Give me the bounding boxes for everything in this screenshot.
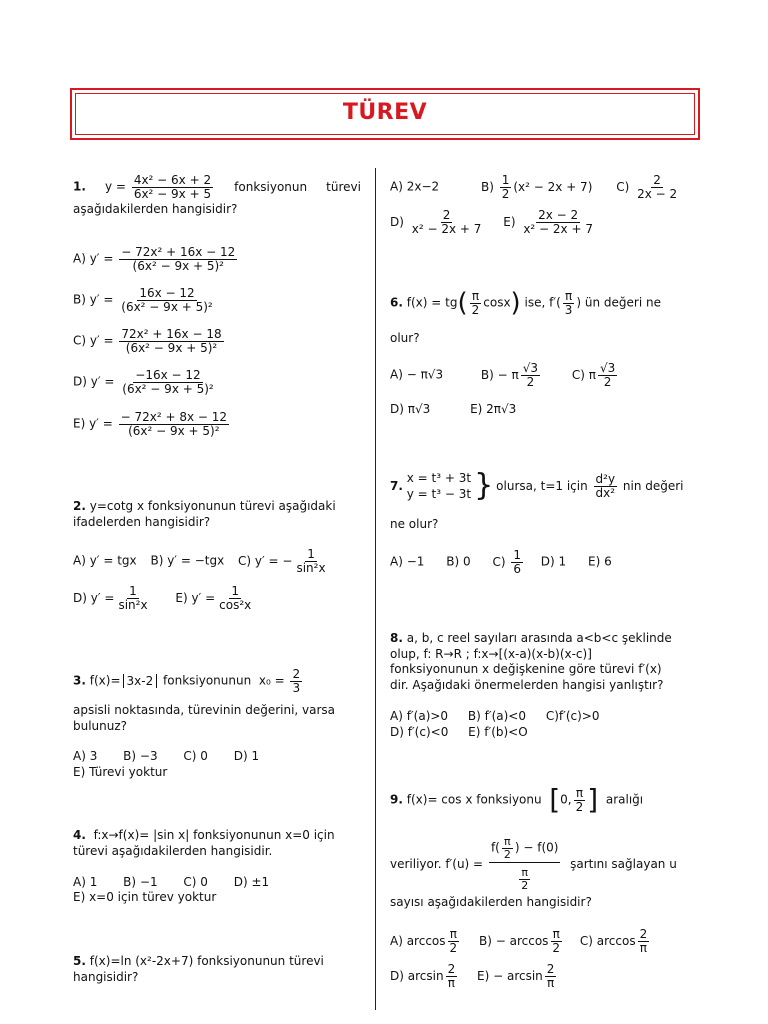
answer-option-a: A) f′(a)>0: [390, 709, 449, 723]
question-7: 7. x = t³ + 3t y = t³ − 3t } olursa, t=1 için $\frac{\text{d²y}}{\text{dx²}}$ nin değeri: [390, 468, 684, 504]
question-2: 2. y=cotg x fonksiyonunun türevi aşağıdaki ifadelerden hangisidir?: [73, 499, 336, 529]
answer-row-q6-2: [390, 402, 516, 416]
answer-option-e: E) Türevi yoktur: [73, 765, 168, 779]
answer-option-d: D) 1: [540, 554, 567, 569]
equation-y: y = t³ − 3t: [406, 487, 472, 502]
answer-option-c: C) y′ = $\frac{\text{72x² + 16x − 18}}{\text{(6x² − 9x + 5)²}}$: [73, 327, 222, 355]
answer-row-q8-2: [390, 725, 528, 739]
answer-option-a: A) −1: [390, 554, 425, 569]
answer-option-b: B) −1: [123, 875, 158, 889]
answer-option-e: E) y′ = $\frac{\text{− 72x² + 8x − 12}}{\text{(6x² − 9x + 5)²}}$: [73, 410, 228, 438]
answer-option-e: E) $\frac{2x - 2}{\text{x² − 2x + 7}}$: [503, 208, 593, 236]
question-text: apsisli noktasında, türevinin değerini, varsa bulunuz?: [73, 703, 336, 733]
answer-option-b: B) y′ = $\frac{16x - 12}{\text{(6x² − 9x + 5)²}}$: [73, 286, 213, 314]
answer-option-d: D) y′ = $\frac{-16x - 12}{\text{(6x² − 9x + 5)²}}$: [73, 368, 214, 396]
question-text: olur?: [390, 331, 420, 345]
answer-row-q2-2: [73, 585, 255, 611]
equation-x: x = t³ + 3t: [406, 471, 472, 485]
column-divider: [375, 168, 376, 1010]
answer-option-e: E) f′(b)<O: [468, 725, 528, 739]
question-6: 6. f(x) = tg( $\frac{\pi}{2}$ cosx) ise, f′( $\frac{\pi}{3}$ ) ün değeri ne: [390, 288, 661, 319]
page-title: TÜREV: [342, 100, 428, 125]
answer-option-a: A) 2x−2: [390, 179, 440, 194]
answer-row-q6-1: [390, 362, 619, 388]
answer-option-c: C) arccos $\frac{2}{\pi}$: [579, 927, 648, 955]
answer-option-e: E) 6: [588, 554, 612, 569]
answer-option-a: A) y′ = $\frac{\text{− 72x² + 16x − 12}}{\text{(6x² − 9x + 5)²}}$: [73, 245, 236, 273]
question-8: 8. a, b, c reel sayıları arasında a<b<c şeklinde olup, f: R→R ; f:x→[(x-a)(x-b)(x-c)] fonksiyonunun x değişkenine göre türevi f′(x) dir. Aşağıdaki önermelerden hangisi yanlıştır?: [390, 631, 672, 692]
question-3: 3. f(x)= 3x-2 fonksiyonunun x₀ = $\frac{2}{3}$: [73, 667, 301, 695]
question-text: sayısı aşağıdakilerden hangisidir?: [390, 895, 592, 909]
answer-row-q7: [390, 549, 612, 575]
answer-option-b: B) $\frac{1}{2}$ (x² − 2x + 7): [480, 173, 593, 201]
answer-option-b: B) −3: [123, 749, 158, 763]
answer-option-c: C)f′(c)>0: [545, 709, 600, 723]
answer-option-d: D) y′ = $\frac{1}{\text{sin²x}}$: [73, 584, 148, 612]
answer-option-e: E) x=0 için türev yoktur: [73, 890, 217, 904]
answer-option-a: A) − π√3: [390, 367, 444, 382]
answer-row-q5-1: [390, 174, 681, 200]
answer-option-c: C) 0: [183, 875, 208, 889]
answer-option-b: B) 0: [446, 554, 471, 569]
fraction: $\frac{\text{4x² − 6x + 2}}{\text{6x² − 9x + 5}}$: [133, 173, 212, 201]
answer-option-c: C) y′ = − $\frac{1}{\text{sin²x}}$: [238, 547, 326, 575]
answer-option-c: C) $\frac{2}{2x - 2}$: [616, 173, 678, 201]
answer-row-q9-2: [390, 963, 558, 989]
answer-option-a: A) arccos $\frac{\pi}{2}$: [390, 927, 458, 955]
answer-option-d: D) arcsin $\frac{2}{\pi}$: [390, 962, 456, 990]
answer-option-b: B) − arccos $\frac{\pi}{2}$: [479, 927, 561, 955]
answer-option-b: B) − π $\frac{√3}{2}$: [480, 361, 539, 389]
answer-option-c: C) π $\frac{√3}{2}$: [571, 361, 616, 389]
answer-option-a: A) y′ = tgx: [73, 553, 137, 568]
answer-row-q8-1: [390, 709, 599, 723]
answer-option-c: C) $\frac{1}{6}$: [492, 548, 521, 576]
answer-option-d: D) ±1: [233, 875, 270, 889]
question-number: 1.: [73, 179, 86, 194]
mean-value-expression: veriliyor. f′(u) = f( $\frac{\pi}{2}$ ) − f(0) $\frac{\pi}{2}$ şartını sağlayan u: [390, 835, 677, 892]
answer-option-b: B) f′(a)<0: [467, 709, 526, 723]
answer-row-q9-1: [390, 928, 651, 954]
answer-row-q2-1: [73, 548, 330, 574]
question-5: 5. f(x)=ln (x²-2x+7) fonksiyonunun türevi hangisidir?: [73, 954, 324, 984]
question-text: fonksiyonun: [234, 180, 308, 195]
answer-option-d: D) $\frac{2}{\text{x² − 2x + 7}}$: [390, 208, 482, 236]
question-4: 4. f:x→f(x)= |sin x| fonksiyonunun x=0 için türevi aşağıdakilerden hangisidir.: [73, 828, 335, 858]
brace: }: [474, 468, 494, 504]
question-9: 9. f(x)= cos x fonksiyonu [0, $\frac{\pi}{2}$ ] aralığı: [390, 783, 644, 816]
answer-option-e: E) 2π√3: [470, 402, 517, 416]
answer-option-d: D) f′(c)<0: [390, 725, 449, 739]
title-box: [70, 88, 700, 140]
answer-option-e: E) − arcsin $\frac{2}{\pi}$: [477, 962, 555, 990]
answer-option-a: A) 3: [73, 749, 98, 763]
question-text: ne olur?: [390, 517, 439, 531]
answer-row-q3-1: [73, 749, 259, 763]
function-label: y =: [105, 179, 126, 194]
question-text: türevi: [326, 180, 361, 195]
answer-option-b: B) y′ = −tgx: [150, 553, 225, 568]
answer-row-q4-1: [73, 875, 269, 889]
question-1: [73, 174, 361, 216]
answer-option-d: D) 1: [233, 749, 260, 763]
answer-option-d: D) π√3: [390, 402, 431, 416]
question-text: aşağıdakilerden hangisidir?: [73, 202, 238, 217]
answer-row-q5-2: [390, 209, 597, 235]
answer-option-a: A) 1: [73, 875, 98, 889]
mean-value-fraction: f( $\frac{\pi}{2}$ ) − f(0) $\frac{\pi}{2}$: [490, 835, 559, 892]
answer-option-c: C) 0: [183, 749, 208, 763]
answer-option-e: E) y′ = $\frac{1}{\text{cos²x}}$: [175, 584, 252, 612]
